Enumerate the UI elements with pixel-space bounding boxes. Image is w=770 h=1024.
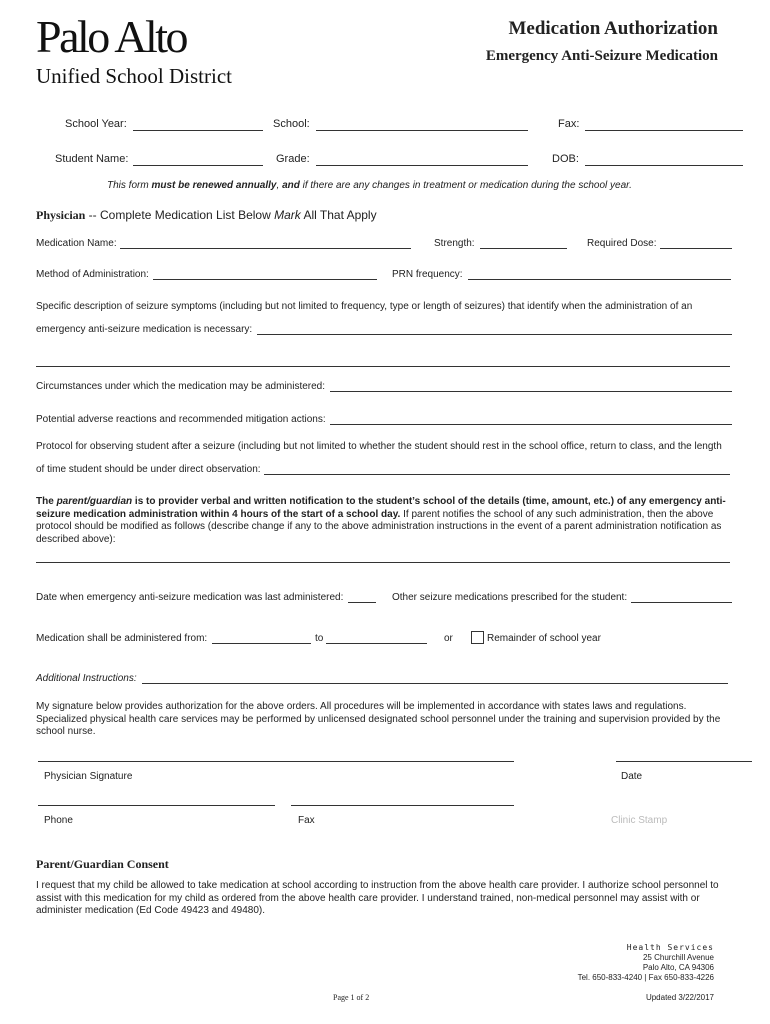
page-number: Page 1 of 2 xyxy=(333,993,370,1002)
medication-name-label: Medication Name: xyxy=(36,238,117,249)
physician-fax-label: Fax xyxy=(298,815,315,826)
notification-the: The xyxy=(36,496,57,507)
seizure-description-field-2[interactable] xyxy=(36,366,730,367)
fax-label: Fax: xyxy=(558,118,580,130)
footer-contact: Tel. 650-833-4240 | Fax 650-833-4226 xyxy=(577,973,714,982)
updated-date: Updated 3/22/2017 xyxy=(645,993,714,1002)
school-label: School: xyxy=(273,118,310,130)
administered-from-label: Medication shall be administered from: xyxy=(36,633,208,644)
grade-label: Grade: xyxy=(276,153,310,165)
protocol-modification-field[interactable] xyxy=(36,562,730,563)
physician-heading-label: Physician xyxy=(36,208,86,222)
prn-label: PRN frequency: xyxy=(392,269,463,280)
dob-field[interactable] xyxy=(585,165,743,166)
student-name-label: Student Name: xyxy=(55,153,129,165)
method-label: Method of Administration: xyxy=(36,269,149,280)
school-year-field[interactable] xyxy=(133,130,263,131)
remainder-of-year-label: Remainder of school year xyxy=(487,633,601,644)
footer-street: 25 Churchill Avenue xyxy=(642,953,714,962)
parent-consent-heading: Parent/Guardian Consent xyxy=(36,857,169,871)
notification-bold-text: is to provider verbal and written notification to the student’s school of the details (time, amount, etc.) of any emergency anti-seizure medication administration within 4 hours of the start of a school day. xyxy=(36,496,726,520)
other-medications-label: Other seizure medications prescribed for the student: xyxy=(392,592,628,603)
physician-heading-rest2: All That Apply xyxy=(300,208,377,222)
required-dose-field[interactable] xyxy=(660,248,732,249)
prn-field[interactable] xyxy=(468,279,731,280)
physician-signature-field[interactable] xyxy=(38,761,514,762)
date-signature-field[interactable] xyxy=(616,761,752,762)
date-signature-label: Date xyxy=(621,771,643,782)
seizure-description-label: Specific description of seizure symptoms (including but not limited to frequency, type or length of seizures) that identify when the administration of an xyxy=(36,301,693,312)
administered-from-field[interactable] xyxy=(212,643,311,644)
fax-field[interactable] xyxy=(585,130,743,131)
physician-fax-field[interactable] xyxy=(291,805,514,806)
district-logo-name: Palo Alto xyxy=(36,11,187,62)
school-year-label: School Year: xyxy=(65,118,127,130)
renewal-notice-and: and xyxy=(282,180,300,191)
parent-consent-text: I request that my child be allowed to take medication at school according to instruction from the above health care provider. I authorize school personnel to assist with this medication for my child as ordered from the above health care provider. I understand trained, non-medical personnel may assist with or administer medication (Ed Code 49423 and 49480). xyxy=(36,880,719,916)
or-label: or xyxy=(444,633,453,644)
strength-label: Strength: xyxy=(434,238,475,249)
required-dose-label: Required Dose: xyxy=(587,238,657,249)
parent-notification-paragraph xyxy=(36,496,736,546)
footer-city: Palo Alto, CA 94306 xyxy=(642,963,714,972)
school-field[interactable] xyxy=(316,130,528,131)
renewal-notice xyxy=(107,180,632,191)
renewal-notice-part3: , xyxy=(276,180,283,191)
phone-field[interactable] xyxy=(38,805,275,806)
additional-instructions-field[interactable] xyxy=(142,683,728,684)
renewal-notice-emphasis: must be renewed annually xyxy=(151,180,277,191)
district-logo-subtitle: Unified School District xyxy=(36,64,232,88)
protocol-field[interactable] xyxy=(264,474,730,475)
grade-field[interactable] xyxy=(316,165,528,166)
strength-field[interactable] xyxy=(480,248,567,249)
form-title: Medication Authorization xyxy=(508,18,718,39)
physician-signature-label: Physician Signature xyxy=(44,771,133,782)
protocol-label-2: of time student should be under direct observation: xyxy=(36,464,261,475)
adverse-reactions-field[interactable] xyxy=(330,424,732,425)
circumstances-label: Circumstances under which the medication may be administered: xyxy=(36,381,326,392)
seizure-description-field[interactable] xyxy=(257,334,732,335)
administered-to-label: to xyxy=(315,633,324,644)
clinic-stamp-label: Clinic Stamp xyxy=(611,815,668,826)
medication-name-field[interactable] xyxy=(120,248,411,249)
renewal-notice-part5: if there are any changes in treatment or medication during the school year. xyxy=(299,180,632,191)
circumstances-field[interactable] xyxy=(330,391,732,392)
other-medications-field[interactable] xyxy=(631,602,732,603)
protocol-label: Protocol for observing student after a seizure (including but not limited to whether the student should rest in the school office, return to class, and the length xyxy=(36,441,722,452)
student-name-field[interactable] xyxy=(133,165,263,166)
notification-parent-guardian: parent/guardian xyxy=(56,496,133,507)
notification-normal-text: If parent notifies the school of any such administration, then the above protocol should be modified as follows (describe change if any to the above administration instructions in the event of a parent administration notification as described above): xyxy=(36,508,722,545)
physician-heading-rest1: -- Complete Medication List Below xyxy=(85,208,275,222)
last-administered-field[interactable] xyxy=(348,602,376,603)
form-subtitle: Emergency Anti-Seizure Medication xyxy=(485,48,718,64)
authorization-statement: My signature below provides authorization for the above orders. All procedures will be implemented in accordance with states laws and regulations. Specialized physical health care services may be performed by unlicensed designated school personnel under the training and supervision provided by the school nurse. xyxy=(36,701,721,737)
renewal-notice-part1: This form xyxy=(107,180,152,191)
adverse-reactions-label: Potential adverse reactions and recommended mitigation actions: xyxy=(36,414,326,425)
physician-section-heading xyxy=(36,208,377,223)
method-field[interactable] xyxy=(153,279,377,280)
physician-heading-mark: Mark xyxy=(274,208,301,222)
administered-to-field[interactable] xyxy=(326,643,427,644)
remainder-of-year-checkbox[interactable] xyxy=(471,631,484,644)
phone-label: Phone xyxy=(44,815,73,826)
footer-department: Health Services xyxy=(626,943,714,952)
dob-label: DOB: xyxy=(552,153,579,165)
additional-instructions-label: Additional Instructions: xyxy=(36,673,137,684)
last-administered-label: Date when emergency anti-seizure medication was last administered: xyxy=(36,592,344,603)
seizure-description-label-2: emergency anti-seizure medication is necessary: xyxy=(36,324,253,335)
